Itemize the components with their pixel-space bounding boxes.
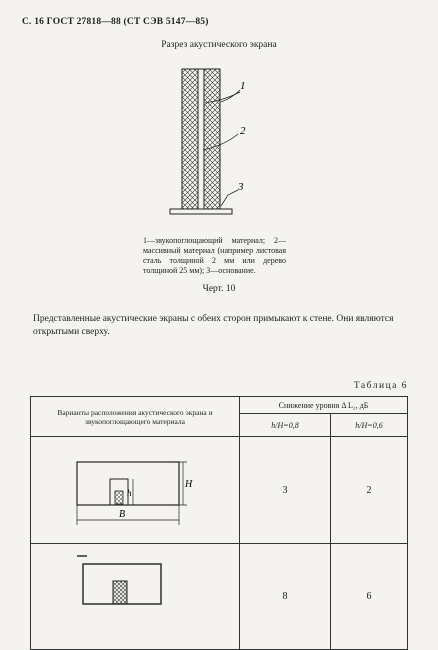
table-6 (30, 396, 408, 650)
base (170, 209, 232, 214)
label-H: H (185, 479, 193, 490)
absorbing-layer-left (182, 69, 198, 209)
leader-3 (221, 190, 238, 206)
figure-legend: 1—звукопоглощающий материал; 2—массивный материал (например листовая сталь толщиной 2 мм или дерево толщиной 25 мм); 3—основание. (143, 236, 286, 275)
callout-1: 1 (240, 80, 246, 92)
subheader-06: h/H=0,6 (331, 414, 408, 437)
diagram-open-absorber (31, 437, 227, 543)
figure-title: Разрез акустического экрана (161, 40, 277, 50)
absorbing-layer-right (204, 69, 220, 209)
massive-plate (198, 69, 204, 209)
callout-3: 3 (238, 181, 244, 193)
row2-value-06: 6 (331, 544, 408, 650)
table-row (31, 544, 408, 650)
row2-value-08: 8 (240, 544, 331, 650)
col1-header: Варианты расположения акустического экрана и звукопоглощающего материала (31, 397, 240, 437)
body-paragraph: Представленные акустические экраны с обеих сторон примыкают к стене. Они являются открытыми сверху. (33, 314, 394, 337)
page-header: С. 16 ГОСТ 27818—88 (СТ СЭВ 5147—85) (22, 17, 209, 27)
variant-diagram-2 (31, 544, 240, 650)
table-label: Таблица 6 (353, 381, 408, 391)
group-header: Снижение уровня Δ L₂, дБ (240, 397, 408, 414)
row1-value-06: 2 (331, 437, 408, 544)
figure-caption: Черт. 10 (202, 284, 236, 294)
table-row (31, 437, 408, 544)
variant-diagram-1 (31, 437, 240, 544)
callout-2: 2 (240, 125, 246, 137)
diagram-closed-absorber (31, 544, 227, 649)
row1-value-08: 3 (240, 437, 331, 544)
label-h: h (127, 488, 132, 498)
subheader-08: h/H=0,8 (240, 414, 331, 437)
screen-section-drawing (0, 0, 438, 240)
label-B: B (119, 509, 126, 520)
